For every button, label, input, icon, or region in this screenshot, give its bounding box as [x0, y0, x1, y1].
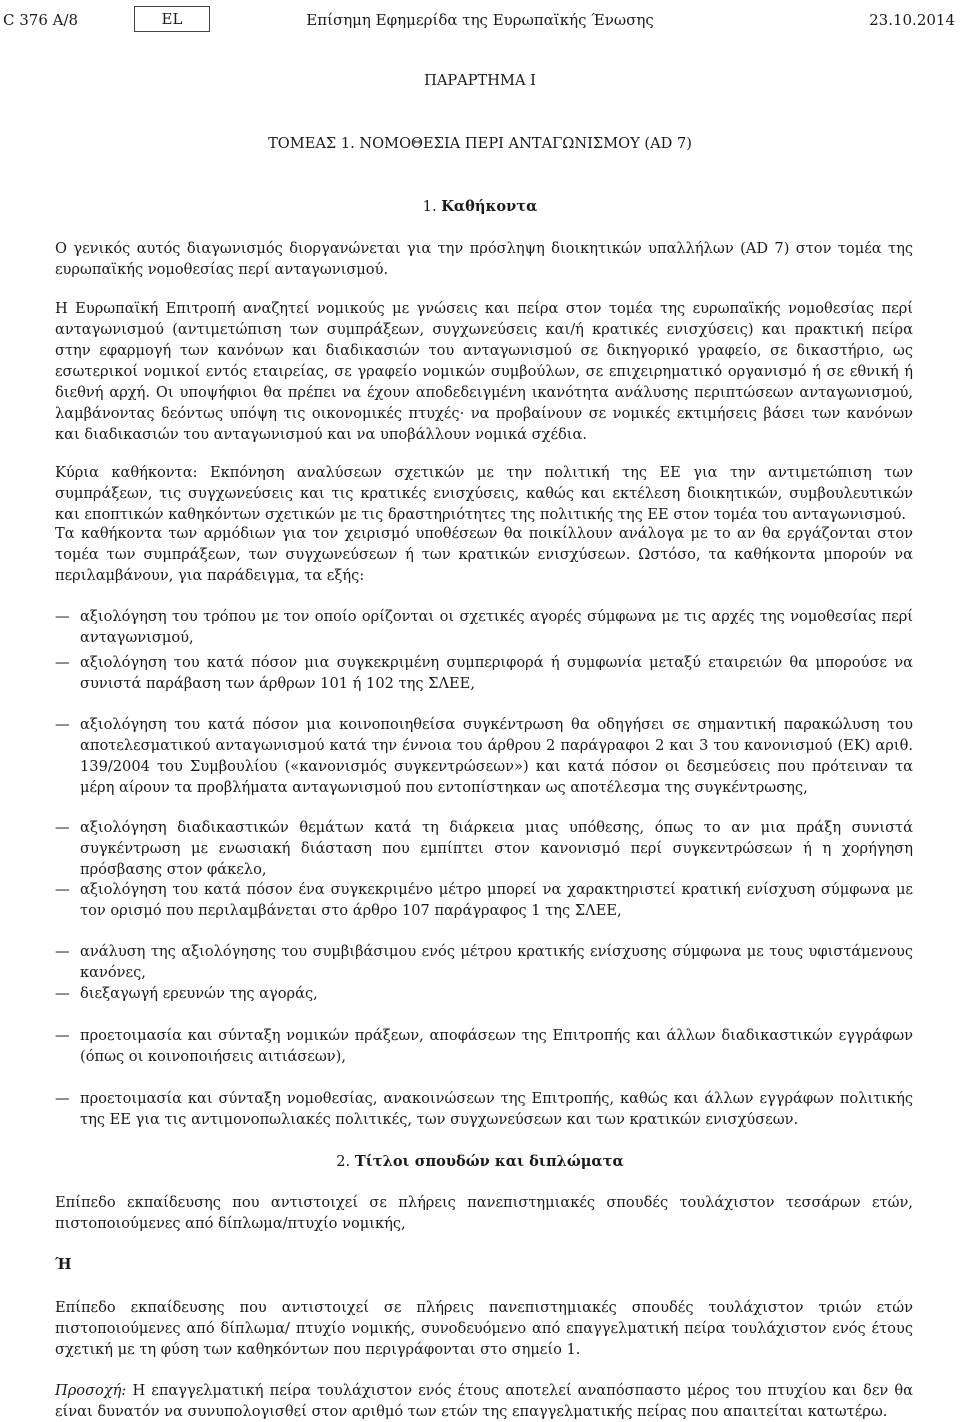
- list-item: αξιολόγηση διαδικαστικών θεμάτων κατά τη διάρκεια μιας υπόθεσης, όπως το αν μια πράξη συνιστά συγκέντρωση με ενωσιακή διάσταση που εμπίπτει στον κανονισμό περί συγκεντρώσεων ή η χορήγηση πρόσβασης στον φάκελο,: [80, 819, 913, 878]
- journal-title: Επίσημη Εφημερίδα της Ευρωπαϊκής Ένωσης: [306, 11, 654, 29]
- list-bullet: —: [55, 985, 70, 1002]
- list-bullet: —: [55, 716, 70, 733]
- section-2-title: Τίτλοι σπουδών και διπλώματα: [354, 1153, 624, 1170]
- section-1-title: Καθήκοντα: [441, 198, 538, 215]
- list-item: αξιολόγηση του κατά πόσον μια κοινοποιηθείσα συγκέντρωση θα οδηγήσει σε σημαντική παρακώλυση του αποτελεσματικού ανταγωνισμού κατά την έννοια του άρθρου 2 παράγραφοι 2 και 3 του κανονισμού (ΕΚ) αριθ. 139/2004 του Συμβουλίου («κανονισμός συγκεντρώσεων») και κατά πόσον οι δεσμεύσεις που πρότειναν τα μέρη αίρουν τα προβλήματα ανταγωνισμού που εντοπίστηκαν ως αποτέλεσμα της συγκέντρωσης,: [80, 716, 913, 796]
- section-1-heading: [0, 196, 960, 217]
- list-item: προετοιμασία και σύνταξη νομοθεσίας, ανακοινώσεων της Επιτροπής, καθώς και άλλων εγγράφων πολιτικής της ΕΕ για τις αντιμονοπωλιακές πολιτικές, των συγχωνεύσεων και των κρατικών ενισχύσεων.: [80, 1090, 913, 1128]
- list-bullet: —: [55, 943, 70, 960]
- section-2-number: 2.: [336, 1153, 351, 1170]
- section-2-paragraph-2: Επίπεδο εκπαίδευσης που αντιστοιχεί σε πλήρεις πανεπιστημιακές σπουδές τουλάχιστον τριών ετών πιστοποιούμενες από δίπλωμα/ πτυχίο νομικής, συνοδευόμενο από επαγγελματική πείρα τουλάχιστον ενός έτους σχετική με τη φύση των καθηκόντων που περιγράφονται στο σημείο 1.: [55, 1299, 913, 1358]
- section-2-heading: [0, 1151, 960, 1172]
- note-paragraph: [55, 1380, 913, 1422]
- list-item: αξιολόγηση του τρόπου με τον οποίο ορίζονται οι σχετικές αγορές σύμφωνα με τις αρχές της νομοθεσίας περί ανταγωνισμού,: [80, 608, 913, 646]
- list-item: αξιολόγηση του κατά πόσον ένα συγκεκριμένο μέτρο μπορεί να χαρακτηριστεί κρατική ενίσχυση σύμφωνα με τον ορισμό που περιλαμβάνεται στο άρθρο 107 παράγραφος 1 της ΣΛΕΕ,: [80, 881, 913, 919]
- annex-title: ΠΑΡΑΡΤΗΜΑ I: [424, 72, 536, 89]
- list-item: αξιολόγηση του κατά πόσον μια συγκεκριμένη συμπεριφορά ή συμφωνία μεταξύ εταιρειών θα μπορούσε να συνιστά παράβαση των άρθρων 101 ή 102 της ΣΛΕΕ,: [80, 654, 913, 692]
- list-bullet: —: [55, 654, 70, 671]
- section-1-number: 1.: [422, 198, 437, 215]
- list-item: διεξαγωγή ερευνών της αγοράς,: [80, 985, 318, 1002]
- list-bullet: —: [55, 1027, 70, 1044]
- page-reference: C 376 A/8: [3, 11, 79, 29]
- section-1-paragraph-1: Ο γενικός αυτός διαγωνισμός διοργανώνεται για την πρόσληψη διοικητικών υπαλλήλων (AD 7) στον τομέα της ευρωπαϊκής νομοθεσίας περί ανταγωνισμού.: [55, 240, 913, 278]
- list-item: προετοιμασία και σύνταξη νομικών πράξεων, αποφάσεων της Επιτροπής και άλλων διαδικαστικών εγγράφων (όπως οι κοινοποιήσεις αιτιάσεων),: [80, 1027, 913, 1065]
- language-badge: EL: [134, 6, 210, 32]
- list-bullet: —: [55, 881, 70, 898]
- section-1-paragraph-3: Κύρια καθήκοντα: Εκπόνηση αναλύσεων σχετικών με την πολιτική της ΕΕ για την αντιμετώπιση των συμπράξεων, τις συγχωνεύσεις και τις κρατικές ενισχύσεις, καθώς και εκτέλεση διοικητικών, συμβουλευτικών και εποπτικών καθηκόντων σχετικών με τις δραστηριότητες της πολιτικής της ΕΕ στον τομέα του ανταγωνισμού.: [55, 464, 913, 523]
- list-bullet: —: [55, 608, 70, 625]
- section-2-paragraph-1: Επίπεδο εκπαίδευσης που αντιστοιχεί σε πλήρεις πανεπιστημιακές σπουδές τουλάχιστον τεσσάρων ετών, πιστοποιούμενες από δίπλωμα/πτυχίο νομικής,: [55, 1194, 913, 1232]
- section-1-paragraph-4: Τα καθήκοντα των αρμόδιων για τον χειρισμό υποθέσεων θα ποικίλλουν ανάλογα με το αν θα εργάζονται στον τομέα των συμπράξεων, των συγχωνεύσεων ή των κρατικών ενισχύσεων. Ωστόσο, τα καθήκοντα μπορούν να περιλαμβάνουν, για παράδειγμα, τα εξής:: [55, 525, 913, 584]
- list-item: ανάλυση της αξιολόγησης του συμβιβάσιμου ενός μέτρου κρατικής ενίσχυσης σύμφωνα με τους υφιστάμενους κανόνες,: [80, 943, 913, 981]
- note-text: Η επαγγελματική πείρα τουλάχιστον ενός έτους αποτελεί αναπόσπαστο μέρος του πτυχίου και δεν θα είναι δυνατόν να συνυπολογισθεί στον αριθμό των ετών της επαγγελματικής πείρας που απαιτείται κατωτέρω.: [55, 1382, 913, 1420]
- journal-header: [0, 6, 960, 32]
- list-bullet: —: [55, 1090, 70, 1107]
- or-separator: Ή: [55, 1256, 72, 1273]
- section-1-paragraph-2: Η Ευρωπαϊκή Επιτροπή αναζητεί νομικούς με γνώσεις και πείρα στον τομέα της ευρωπαϊκής νομοθεσίας περί ανταγωνισμού (αντιμετώπιση των συμπράξεων, συγχωνεύσεις και/ή κρατικές ενισχύσεις) και πρακτική πείρα στην εφαρμογή των κανόνων και διαδικασιών του ανταγωνισμού σε δικηγορικό γραφείο, σε δικαστήριο, ως εσωτερικοί νομικοί εντός εταιρείας, σε γραφείο νομικών συμβούλων, σε επιχειρηματικό οργανισμό ή σε εθνική ή διεθνή αρχή. Οι υποψήφιοι θα πρέπει να έχουν αποδεδειγμένη ικανότητα ανάλυσης περιπτώσεων ανταγωνισμού, λαμβάνοντας δεόντως υπόψη τις οικονομικές πτυχές· να προβαίνουν σε νομικές εκτιμήσεις βάσει των κανόνων και διαδικασιών του ανταγωνισμού και να υποβάλλουν νομικά σχέδια.: [55, 300, 913, 443]
- sector-title: ΤΟΜΕΑΣ 1. ΝΟΜΟΘΕΣΙΑ ΠΕΡΙ ΑΝΤΑΓΩΝΙΣΜΟΥ (AD 7): [268, 135, 692, 152]
- note-label: Προσοχή:: [55, 1382, 127, 1399]
- publication-date: 23.10.2014: [869, 11, 955, 29]
- list-bullet: —: [55, 819, 70, 836]
